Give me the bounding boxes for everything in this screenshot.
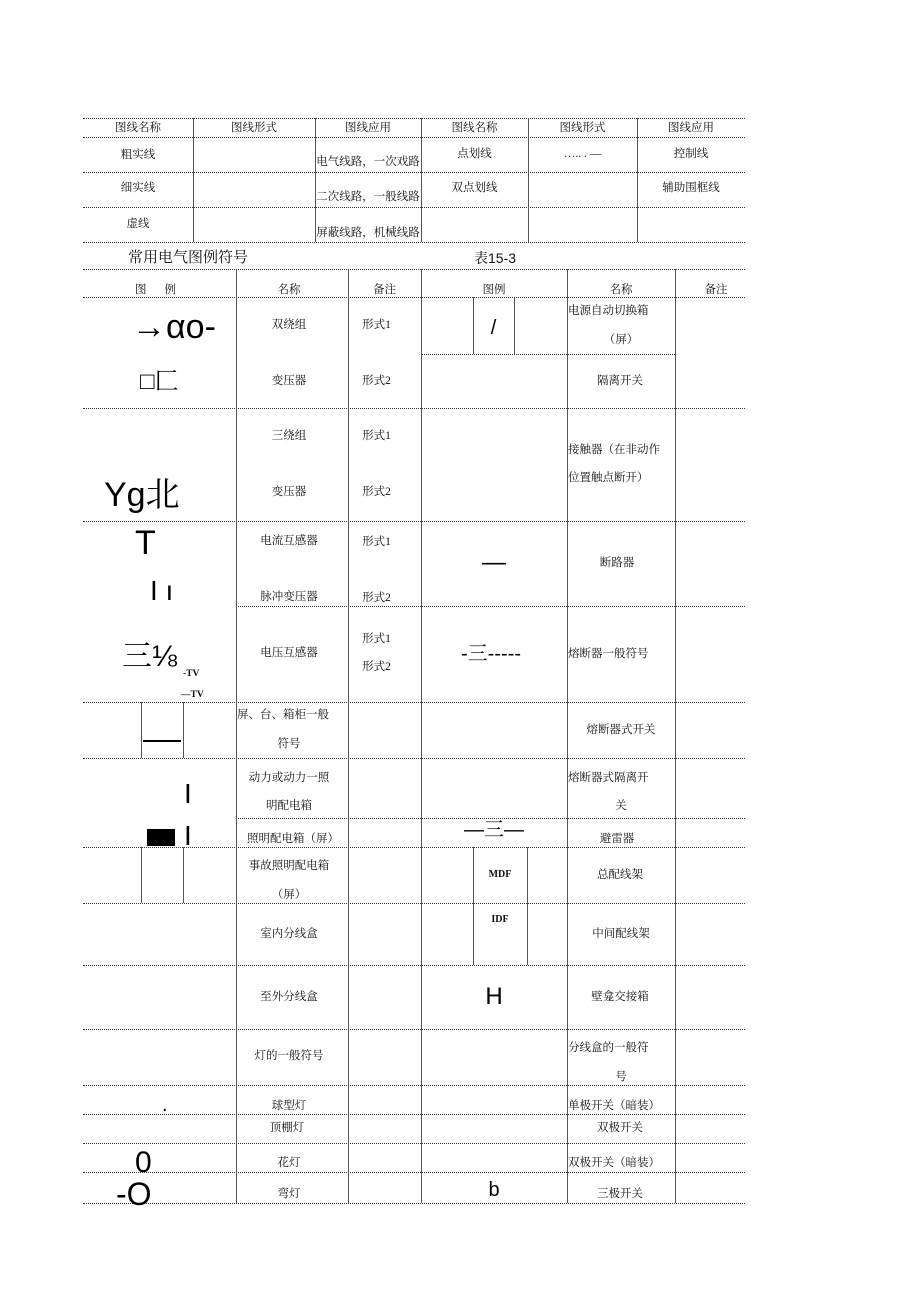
- symbol-name: 关: [615, 800, 627, 812]
- table-rule: [83, 118, 745, 119]
- legend-symbol: □匚: [140, 368, 179, 395]
- legend-symbol: /: [490, 317, 497, 339]
- symbol-name: 球型灯: [271, 1100, 307, 1112]
- legend-label: —TV: [181, 690, 204, 700]
- table-number: 表15-3: [474, 250, 517, 266]
- symbol-note: 形式1: [362, 430, 391, 442]
- cell-divider: [141, 702, 142, 758]
- line-table-header: 图线应用: [345, 122, 391, 134]
- symbol-name: 动力或动力一照: [248, 772, 330, 784]
- symbol-name: （屏）: [603, 334, 639, 346]
- symbol-note: 形式1: [362, 633, 391, 645]
- legend-symbol: I: [184, 778, 192, 809]
- line-usage: 屏蔽线路，机械线路: [316, 227, 420, 239]
- symbol-name: 三极开关: [597, 1188, 643, 1200]
- table-rule: [83, 965, 745, 966]
- symbol-name: 中间配线架: [592, 928, 650, 940]
- symbol-name: 事故照明配电箱: [248, 860, 330, 872]
- table-rule: [528, 118, 529, 242]
- table-rule: [83, 242, 745, 243]
- table-rule: [83, 172, 745, 173]
- legend-symbol: -三-----: [461, 643, 521, 665]
- symbol-table-header: 名称: [277, 284, 301, 296]
- symbol-name: 三绕组: [271, 430, 307, 442]
- symbol-note: 形式2: [362, 592, 391, 604]
- table-rule: [236, 606, 745, 607]
- table-rule: [193, 118, 194, 242]
- symbol-name: 总配线架: [597, 869, 643, 881]
- symbol-name: 隔离开关: [597, 375, 643, 387]
- symbol-table-header: 备注: [373, 284, 396, 296]
- line-table-header: 图线名称: [115, 122, 161, 134]
- cell-divider: [514, 297, 515, 354]
- cell-divider: [183, 847, 184, 903]
- table-rule: [83, 207, 745, 208]
- symbol-name: 弯灯: [277, 1188, 301, 1200]
- line-name: 点划线: [457, 148, 492, 160]
- table-rule: [83, 521, 745, 522]
- cell-divider: [141, 847, 142, 903]
- legend-symbol: b: [488, 1179, 500, 1201]
- symbol-name: 避雷器: [599, 833, 635, 845]
- line-usage: 二次线路，一般线路: [316, 191, 420, 203]
- table-rule: [348, 269, 349, 1203]
- symbol-name: 符号: [277, 738, 301, 750]
- symbol-note: 形式2: [362, 661, 391, 673]
- symbol-name: 分线盒的一般符: [568, 1042, 649, 1054]
- symbol-name: 电流互感器: [260, 535, 318, 547]
- symbol-name: 明配电箱: [266, 800, 312, 812]
- table-rule: [315, 118, 316, 242]
- table-caption: 常用电气图例符号: [128, 250, 249, 266]
- symbol-name: 顶棚灯: [269, 1122, 305, 1134]
- line-table-header: 图线名称: [451, 122, 498, 134]
- line-name: 虚线: [126, 218, 150, 230]
- symbol-name: 位置触点断开）: [568, 472, 649, 484]
- legend-symbol: 0: [135, 1146, 152, 1179]
- legend-symbol: Yg北: [104, 476, 180, 514]
- symbol-name: 壁龛交接箱: [591, 991, 649, 1003]
- legend-symbol: .: [162, 1094, 168, 1116]
- legend-symbol: 三⅛: [122, 640, 178, 673]
- symbol-name: 室内分线盒: [260, 928, 318, 940]
- table-rule: [83, 1172, 745, 1173]
- symbol-name: 电源自动切换箱: [568, 305, 649, 317]
- line-usage: 电气线路，一次戏路: [316, 156, 420, 168]
- table-rule: [83, 1203, 745, 1204]
- line-name: 粗实线: [120, 149, 156, 161]
- symbol-name: 照明配电箱（屏）: [247, 833, 339, 845]
- line-table-header: 图线形式: [559, 122, 606, 134]
- legend-symbol: H: [485, 983, 503, 1010]
- table-rule: [83, 903, 745, 904]
- legend-symbol: I ı: [150, 575, 174, 606]
- cell-divider: [183, 702, 184, 758]
- symbol-name: 花灯: [277, 1157, 301, 1169]
- symbol-table-header: 图例: [482, 284, 506, 296]
- table-rule: [83, 1143, 745, 1144]
- symbol-note: 形式2: [362, 375, 391, 387]
- symbol-name: 双极开关（暗装）: [568, 1157, 660, 1169]
- line-name: 双点划线: [451, 182, 498, 194]
- symbol-name: 熔断器式开关: [586, 724, 656, 736]
- symbol-name: 熔断器式隔离开: [568, 772, 649, 784]
- symbol-name: 双绕组: [271, 319, 307, 331]
- table-rule: [83, 1114, 745, 1115]
- table-rule: [83, 758, 745, 759]
- symbol-note: 形式1: [362, 536, 391, 548]
- line-usage: 辅助围框线: [662, 182, 720, 194]
- table-rule: [83, 408, 745, 409]
- symbol-name: 单极开关（暗装）: [568, 1100, 660, 1112]
- symbol-name: 号: [615, 1071, 627, 1083]
- symbol-note: 形式2: [362, 486, 391, 498]
- table-rule: [637, 118, 638, 242]
- line-form: ….. . —: [563, 148, 602, 160]
- symbol-name: 屏、台、箱柜一般: [237, 709, 329, 721]
- symbol-name: （屏）: [271, 889, 307, 901]
- legend-symbol: -O: [116, 1176, 152, 1212]
- line-table-header: 图线应用: [668, 122, 714, 134]
- table-rule: [83, 137, 745, 138]
- symbol-name: 脉冲变压器: [260, 591, 318, 603]
- line-usage: 控制线: [673, 148, 709, 160]
- table-rule: [421, 269, 422, 1203]
- table-rule: [83, 269, 745, 270]
- symbol-name: 断路器: [599, 557, 635, 569]
- symbol-name: 接触器（在非动作: [568, 444, 660, 456]
- line-name: 细实线: [120, 182, 156, 194]
- line-table-header: 图线形式: [231, 122, 277, 134]
- legend-symbol: I: [184, 820, 192, 851]
- table-rule: [83, 1085, 745, 1086]
- legend-label: IDF: [491, 914, 509, 925]
- symbol-note: 形式1: [362, 319, 391, 331]
- symbol-name: 变压器: [271, 375, 307, 387]
- table-rule: [83, 1029, 745, 1030]
- table-rule: [83, 297, 745, 298]
- symbol-name: 双极开关: [597, 1122, 643, 1134]
- legend-label: -TV: [183, 669, 200, 679]
- filled-box-symbol: [147, 829, 175, 846]
- cabinet-symbol-bar: [143, 740, 181, 742]
- legend-symbol: —三—: [464, 819, 524, 841]
- symbol-name: 至外分线盒: [260, 991, 318, 1003]
- symbol-table-header: 名称: [609, 284, 633, 296]
- symbol-table-header: 备注: [704, 284, 728, 296]
- symbol-name: 熔断器一般符号: [568, 648, 649, 660]
- cell-divider: [527, 847, 528, 965]
- symbol-name: 变压器: [271, 486, 307, 498]
- symbol-name: 电压互感器: [260, 647, 318, 659]
- legend-label: MDF: [488, 869, 512, 880]
- table-rule: [421, 118, 422, 242]
- symbol-table-header: 图 例: [135, 284, 176, 296]
- table-rule: [421, 354, 675, 355]
- cell-divider: [473, 847, 474, 965]
- table-rule: [675, 269, 676, 1203]
- symbol-name: 灯的一般符号: [254, 1050, 324, 1062]
- legend-symbol: T: [135, 524, 156, 562]
- legend-symbol: —: [482, 549, 506, 576]
- legend-symbol: →αo-: [132, 308, 216, 346]
